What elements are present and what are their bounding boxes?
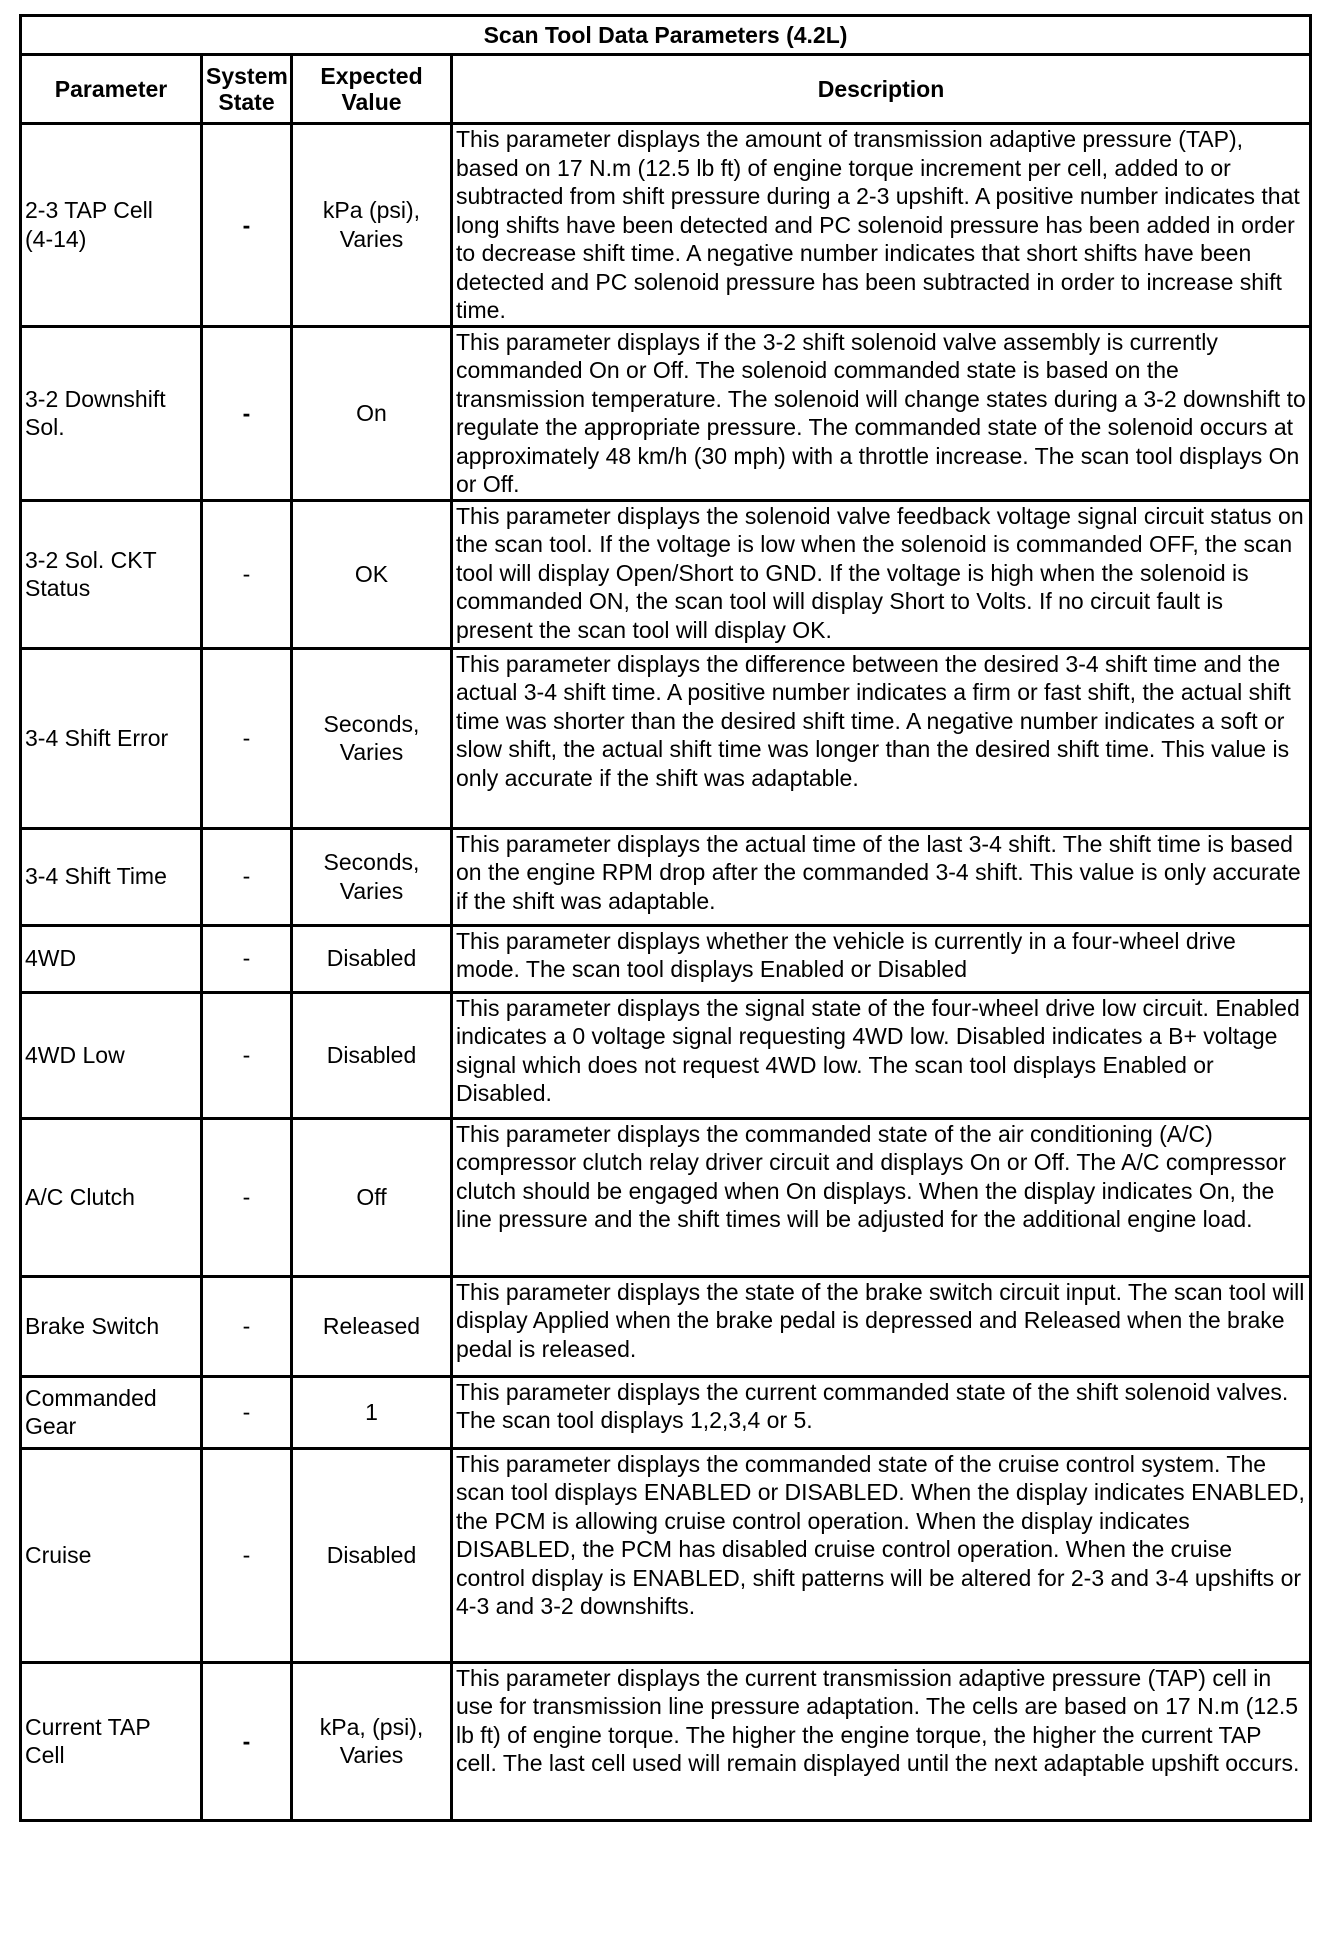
parameter-name-line2: (4-14) xyxy=(25,225,87,252)
description-cell: This parameter displays the amount of transmission adaptive pressure (TAP), based on 17 N.m (12.5 lb ft) of engine torque increment per cell, added to or subtracted from shift pressure during a 2-3 upshift. A positive number indicates that long shifts have been detected and PC solenoid pressure has been added in order to decrease shift time. A negative number indicates that short shifts have been detected and PC solenoid pressure has been subtracted in order to increase shift time. xyxy=(452,124,1311,327)
parameter-cell: 4WD Low xyxy=(21,992,202,1118)
table-row xyxy=(21,1276,1311,1376)
header-parameter: Parameter xyxy=(21,55,202,124)
expected-value-cell: Released xyxy=(292,1276,452,1376)
description-cell: This parameter displays the current commanded state of the shift solenoid valves. The scan tool displays 1,2,3,4 or 5. xyxy=(452,1376,1311,1448)
table-row xyxy=(21,1376,1311,1448)
parameter-cell: Brake Switch xyxy=(21,1276,202,1376)
table-row xyxy=(21,1662,1311,1820)
description-cell: This parameter displays the commanded state of the cruise control system. The scan tool displays ENABLED or DISABLED. When the display indicates ENABLED, the PCM is allowing cruise control operation. When the display indicates DISABLED, the PCM has disabled cruise control operation. When the cruise control display is ENABLED, shift patterns will be altered for 2-3 and 3-4 upshifts or 4-3 and 3-2 downshifts. xyxy=(452,1448,1311,1662)
table-row xyxy=(21,992,1311,1118)
parameter-name-line2: Gear xyxy=(25,1413,77,1439)
scan-tool-data-table xyxy=(19,14,1312,1822)
expected-value-cell: kPa (psi), Varies xyxy=(292,124,452,327)
description-cell: This parameter displays the signal state of the four-wheel drive low circuit. Enabled indicates a 0 voltage signal requesting 4WD low. Disabled indicates a B+ voltage signal which does not request 4WD low. The scan tool displays Enabled or Disabled. xyxy=(452,992,1311,1118)
parameter-cell: Cruise xyxy=(21,1448,202,1662)
header-expected-value: Expected Value xyxy=(292,55,452,124)
system-state-cell: - xyxy=(202,124,292,327)
system-state-cell: - xyxy=(202,648,292,828)
system-state-cell: - xyxy=(202,828,292,925)
table-row xyxy=(21,326,1311,500)
parameter-cell xyxy=(21,124,202,327)
parameter-name: 2-3 TAP Cell xyxy=(25,197,153,224)
expected-value-cell: Disabled xyxy=(292,1448,452,1662)
table-row xyxy=(21,828,1311,925)
parameter-name: 3-2 Downshift xyxy=(25,385,166,412)
header-system-state-line1: System xyxy=(206,63,288,89)
parameter-cell: 4WD xyxy=(21,925,202,992)
parameter-name-line2: Sol. xyxy=(25,414,65,440)
parameter-name-line2: Status xyxy=(25,575,91,601)
system-state-cell: - xyxy=(202,1448,292,1662)
system-state-cell: - xyxy=(202,326,292,500)
system-state-cell: - xyxy=(202,1118,292,1276)
parameter-name: 3-2 Sol. CKT xyxy=(25,546,157,573)
parameter-cell xyxy=(21,1376,202,1448)
system-state-cell: - xyxy=(202,500,292,648)
description-cell: This parameter displays the actual time of the last 3-4 shift. The shift time is based on the engine RPM drop after the commanded 3-4 shift. This value is only accurate if the shift was adaptable. xyxy=(452,828,1311,925)
description-cell: This parameter displays the solenoid valve feedback voltage signal circuit status on the scan tool. If the voltage is low when the solenoid is commanded OFF, the scan tool will display Open/Short to GND. If the voltage is high when the solenoid is commanded ON, the scan tool will display Short to Volts. If no circuit fault is present the scan tool will display OK. xyxy=(452,500,1311,648)
description-cell: This parameter displays whether the vehicle is currently in a four-wheel drive mode. The scan tool displays Enabled or Disabled xyxy=(452,925,1311,992)
expected-value-cell: Seconds, Varies xyxy=(292,648,452,828)
parameter-cell: 3-4 Shift Error xyxy=(21,648,202,828)
table-title: Scan Tool Data Parameters (4.2L) xyxy=(21,16,1311,55)
expected-value-cell: Off xyxy=(292,1118,452,1276)
table-row xyxy=(21,500,1311,648)
parameter-name: Current TAP xyxy=(25,1713,151,1740)
parameter-cell xyxy=(21,326,202,500)
header-system-state xyxy=(202,55,292,124)
system-state-cell: - xyxy=(202,1376,292,1448)
parameter-cell: A/C Clutch xyxy=(21,1118,202,1276)
table-title-row xyxy=(21,16,1311,55)
expected-value-cell: Disabled xyxy=(292,992,452,1118)
table-header-row xyxy=(21,55,1311,124)
system-state-cell: - xyxy=(202,1662,292,1820)
description-cell: This parameter displays the difference between the desired 3-4 shift time and the actual 3-4 shift time. A positive number indicates a firm or fast shift, the actual shift time was shorter than the desired shift time. A negative number indicates a soft or slow shift, the actual shift time was longer than the desired shift time. This value is only accurate if the shift was adaptable. xyxy=(452,648,1311,828)
expected-value-cell: Disabled xyxy=(292,925,452,992)
table-row xyxy=(21,925,1311,992)
expected-value-cell: Seconds, Varies xyxy=(292,828,452,925)
header-description: Description xyxy=(452,55,1311,124)
table-row xyxy=(21,648,1311,828)
system-state-cell: - xyxy=(202,1276,292,1376)
parameter-name-line2: Cell xyxy=(25,1742,65,1768)
parameter-cell xyxy=(21,1662,202,1820)
table-row xyxy=(21,124,1311,327)
table-row xyxy=(21,1118,1311,1276)
header-system-state-line2: State xyxy=(218,89,275,115)
system-state-cell: - xyxy=(202,925,292,992)
parameter-cell xyxy=(21,500,202,648)
expected-value-cell: OK xyxy=(292,500,452,648)
description-cell: This parameter displays if the 3-2 shift solenoid valve assembly is currently commanded On or Off. The solenoid commanded state is based on the transmission temperature. The solenoid will change states during a 3-2 downshift to regulate the appropriate pressure. The commanded state of the solenoid occurs at approximately 48 km/h (30 mph) with a throttle increase. The scan tool displays On or Off. xyxy=(452,326,1311,500)
expected-value-line2: Varies xyxy=(339,1742,404,1768)
description-cell: This parameter displays the state of the brake switch circuit input. The scan tool will display Applied when the brake pedal is depressed and Released when the brake pedal is released. xyxy=(452,1276,1311,1376)
description-cell: This parameter displays the commanded state of the air conditioning (A/C) compressor clutch relay driver circuit and displays On or Off. The A/C compressor clutch should be engaged when On displays. When the display indicates On, the line pressure and the shift times will be adjusted for the additional engine load. xyxy=(452,1118,1311,1276)
parameter-cell: 3-4 Shift Time xyxy=(21,828,202,925)
parameter-name: Commanded xyxy=(25,1384,157,1411)
table-row xyxy=(21,1448,1311,1662)
expected-value: kPa, (psi), xyxy=(319,1713,424,1740)
description-cell: This parameter displays the current transmission adaptive pressure (TAP) cell in use for transmission line pressure adaptation. The cells are based on 17 N.m (12.5 lb ft) of engine torque. The higher the engine torque, the higher the current TAP cell. The last cell used will remain displayed until the next adaptable upshift occurs. xyxy=(452,1662,1311,1820)
expected-value-cell: 1 xyxy=(292,1376,452,1448)
expected-value-cell xyxy=(292,1662,452,1820)
expected-value-cell: On xyxy=(292,326,452,500)
system-state-cell: - xyxy=(202,992,292,1118)
